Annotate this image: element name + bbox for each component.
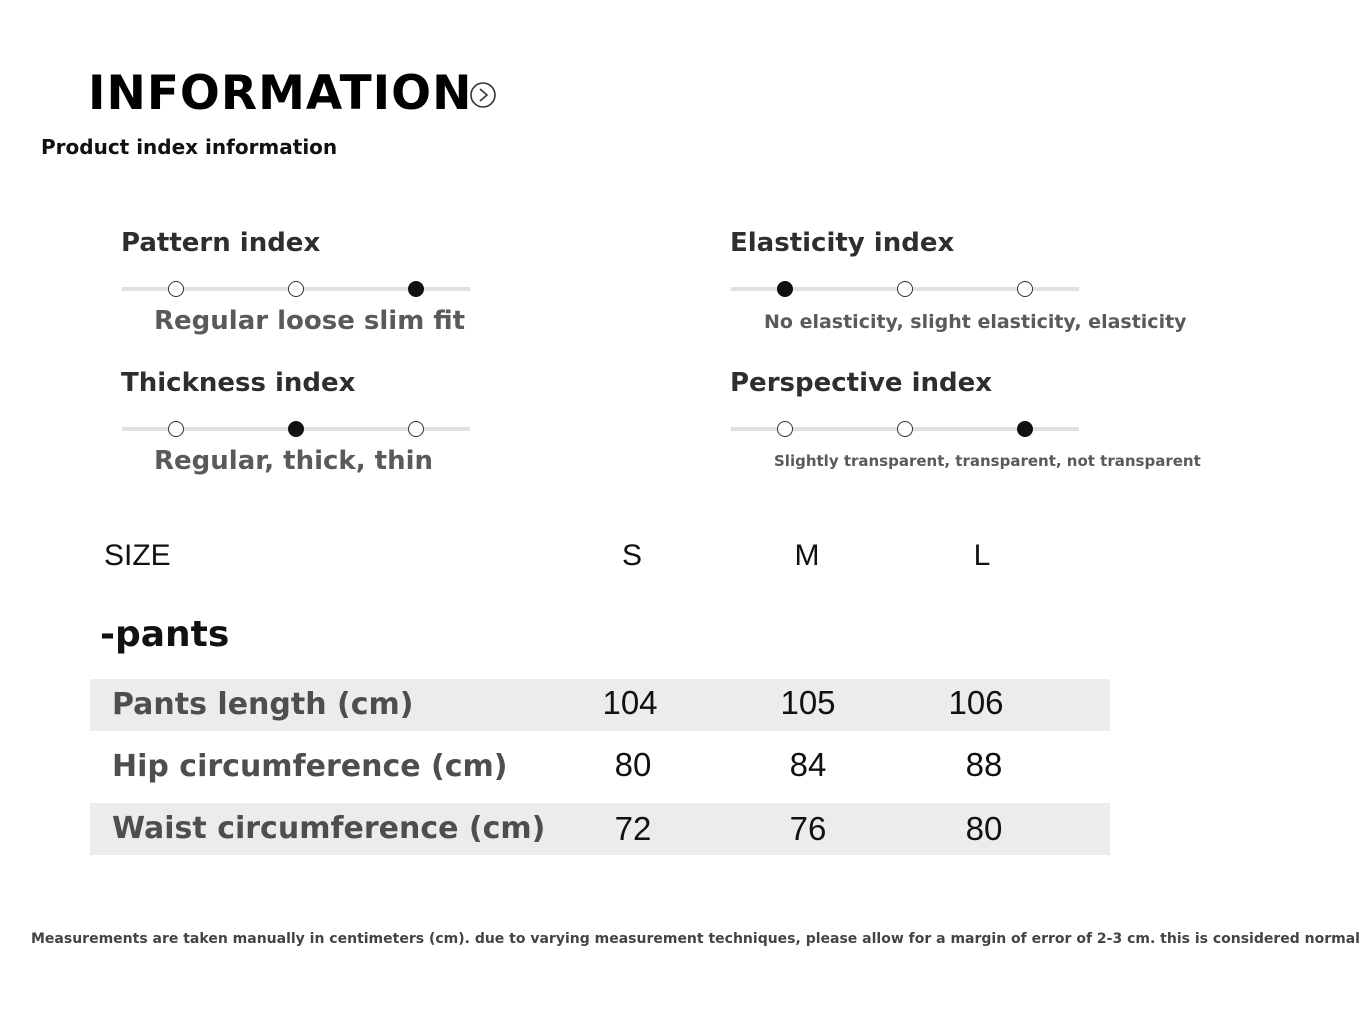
table-cell: 80 xyxy=(614,746,652,783)
thickness-index-option-1 xyxy=(168,421,184,437)
size-column-s: S xyxy=(621,539,642,572)
pattern-index-title: Pattern index xyxy=(121,228,321,258)
table-row xyxy=(90,803,1110,855)
perspective-index-option-2 xyxy=(897,421,913,437)
table-cell: 106 xyxy=(948,684,1004,721)
pattern-index-option-1 xyxy=(168,281,184,297)
row-label: Waist circumference (cm) xyxy=(112,811,546,846)
perspective-index-title: Perspective index xyxy=(730,368,993,398)
pattern-index-option-3 xyxy=(408,281,424,297)
section-title: -pants xyxy=(100,614,230,655)
row-label: Hip circumference (cm) xyxy=(112,749,508,784)
table-cell: 88 xyxy=(965,746,1003,783)
thickness-index-description: Regular, thick, thin xyxy=(154,446,434,476)
page-title: INFORMATION xyxy=(88,66,473,121)
table-cell: 72 xyxy=(614,810,652,847)
size-column-l: L xyxy=(973,539,991,572)
pattern-index-option-2 xyxy=(288,281,304,297)
size-header-label: SIZE xyxy=(104,539,171,572)
table-cell: 80 xyxy=(965,810,1003,847)
perspective-index-description: Slightly transparent, transparent, not transparent xyxy=(774,452,1201,470)
measurement-footnote: Measurements are taken manually in centimeters (cm). due to varying measurement techniques, please allow for a margin of error of 2-3 cm. this is considered normal xyxy=(31,931,1360,947)
perspective-index-option-3 xyxy=(1017,421,1033,437)
elasticity-index-option-1 xyxy=(777,281,793,297)
size-column-m: M xyxy=(794,539,820,572)
thickness-index-option-3 xyxy=(408,421,424,437)
table-cell: 105 xyxy=(780,684,836,721)
table-row xyxy=(90,741,1110,793)
elasticity-index-option-2 xyxy=(897,281,913,297)
circle-chevron-right-icon[interactable] xyxy=(469,81,497,109)
elasticity-index-option-3 xyxy=(1017,281,1033,297)
elasticity-index-title: Elasticity index xyxy=(730,228,955,258)
thickness-index-option-2 xyxy=(288,421,304,437)
thickness-index-title: Thickness index xyxy=(121,368,356,398)
perspective-index-option-1 xyxy=(777,421,793,437)
elasticity-index-description: No elasticity, slight elasticity, elasticity xyxy=(764,311,1187,333)
pattern-index-description: Regular loose slim fit xyxy=(154,306,466,336)
table-row xyxy=(90,679,1110,731)
table-cell: 76 xyxy=(789,810,827,847)
table-cell: 84 xyxy=(789,746,827,783)
page-subtitle: Product index information xyxy=(41,135,338,159)
table-cell: 104 xyxy=(602,684,658,721)
row-label: Pants length (cm) xyxy=(112,687,414,722)
